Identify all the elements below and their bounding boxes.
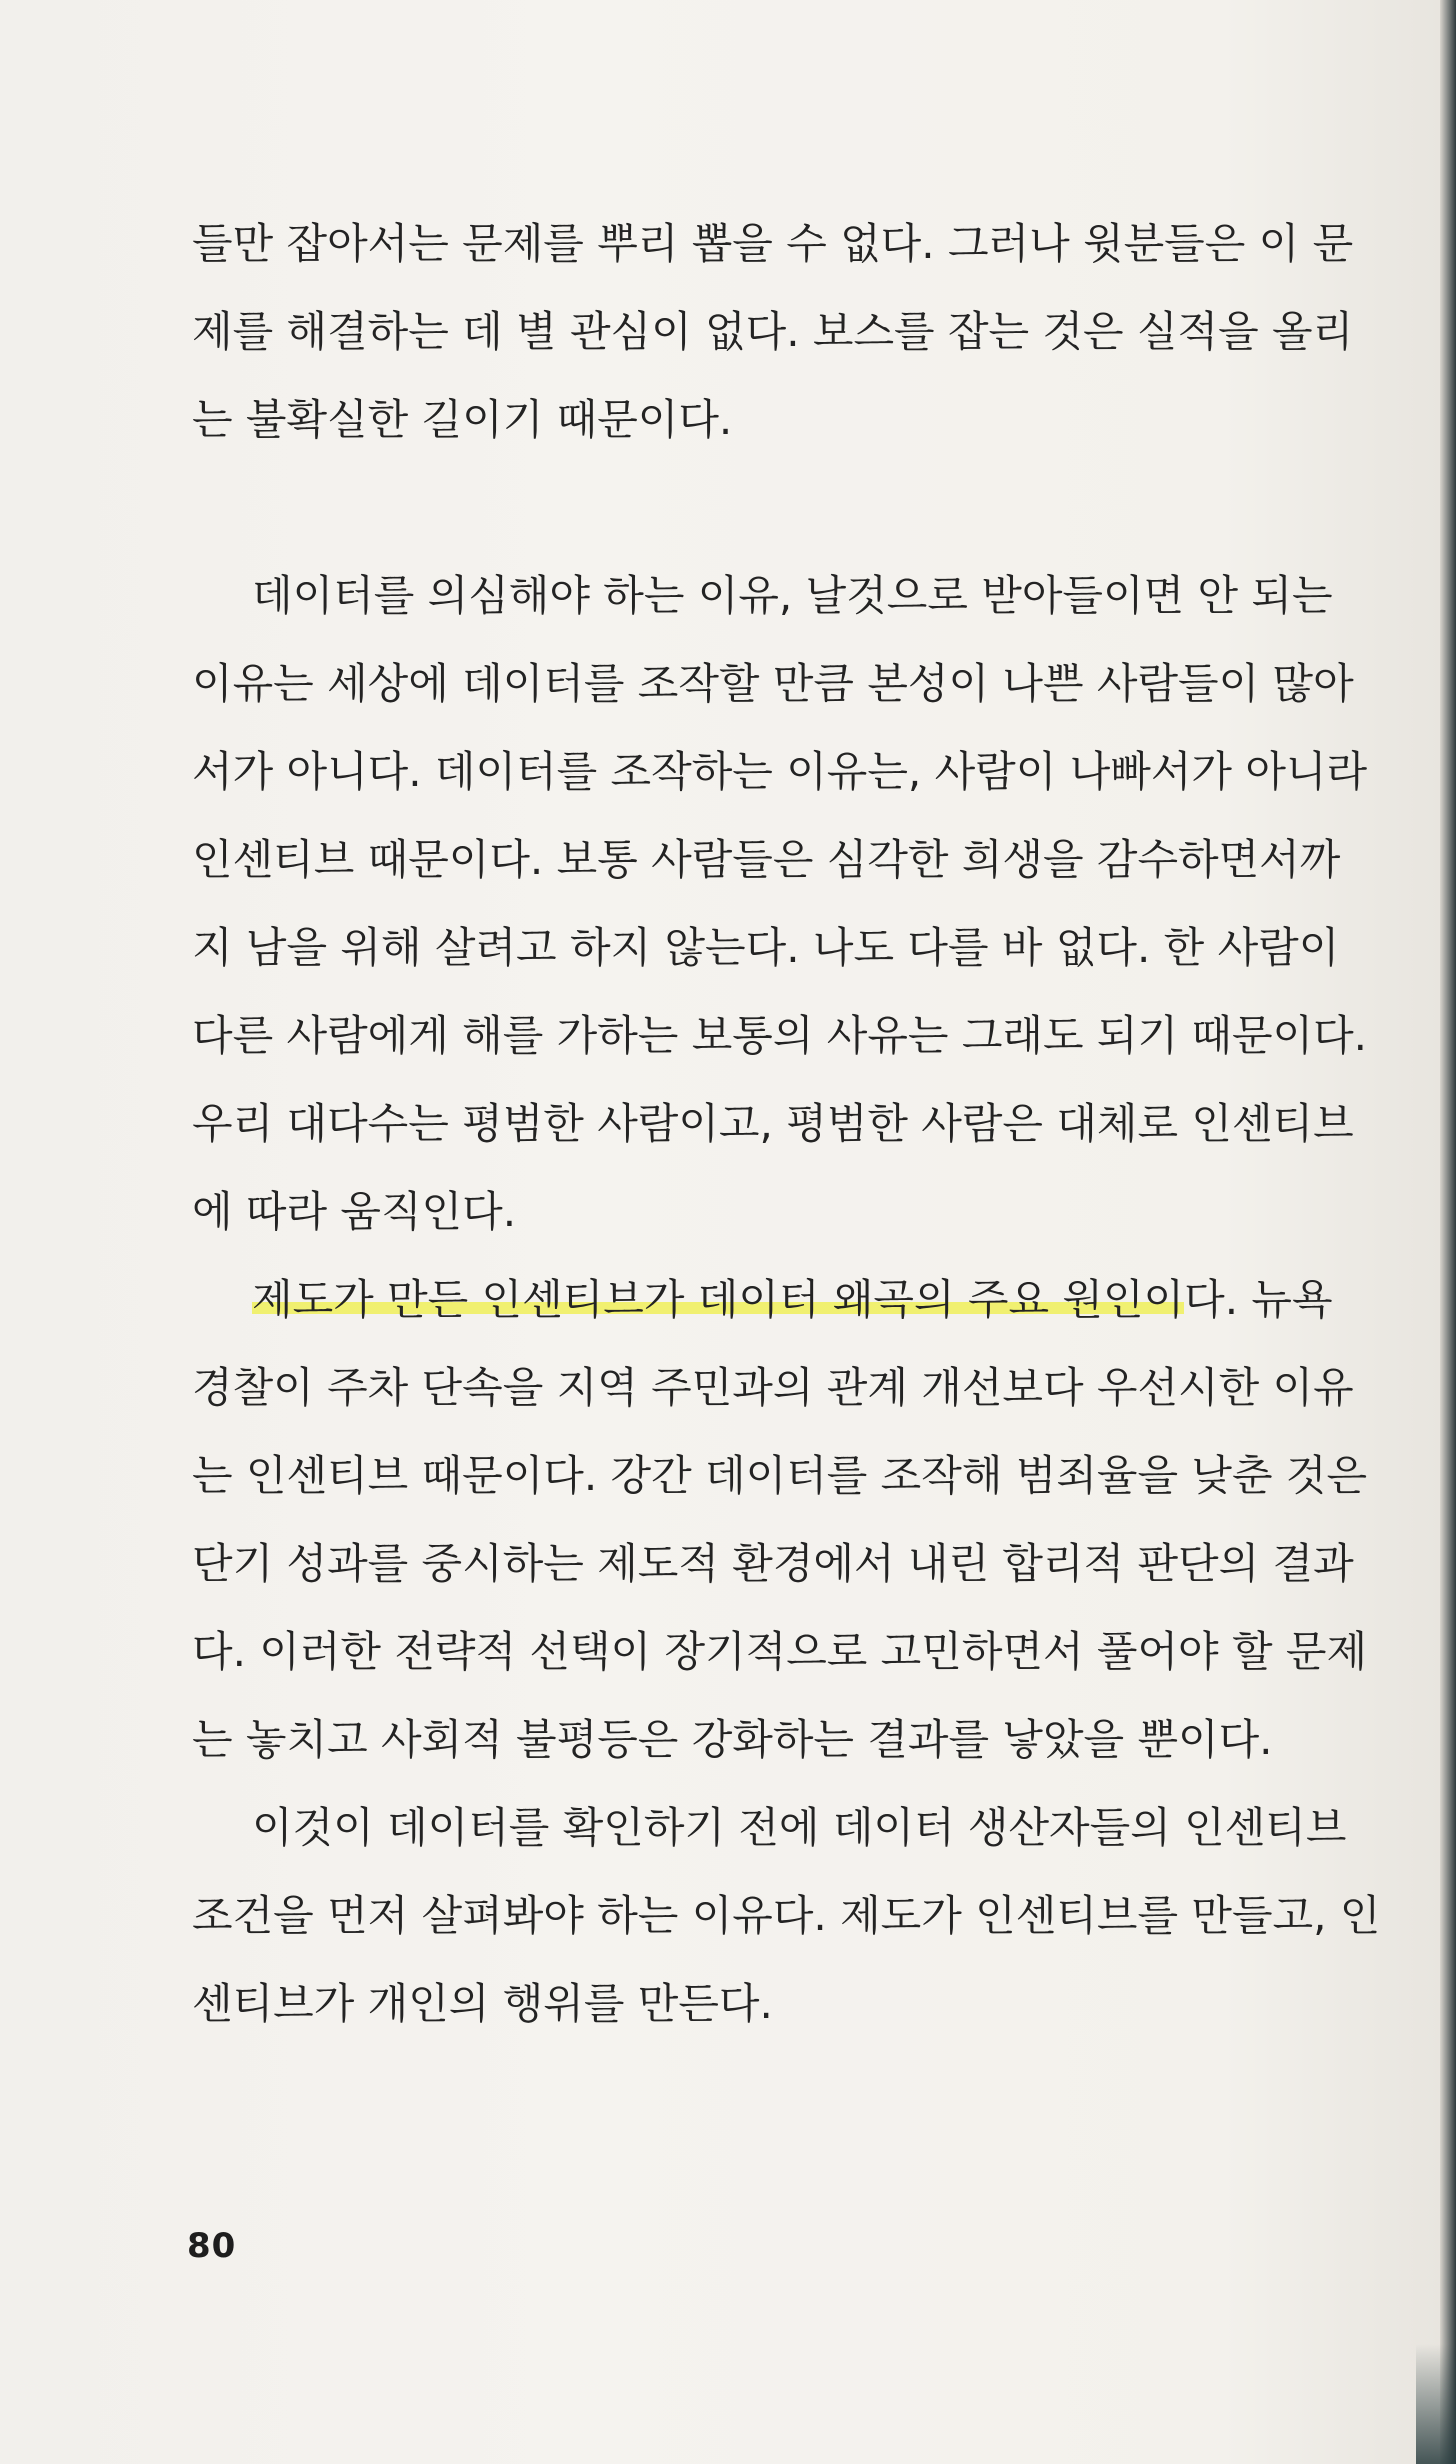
text-line: 다른 사람에게 해를 가하는 보통의 사유는 그래도 되기 때문이다. [192,1011,1368,1060]
text-line: 이것이 데이터를 확인하기 전에 데이터 생산자들의 인센티브 [252,1803,1347,1852]
page-number: 80 [187,2226,237,2266]
text-line: 데이터를 의심해야 하는 이유, 날것으로 받아들이면 안 되는 [252,571,1333,620]
text-line-rest: 다. 뉴욕 [1184,1275,1333,1324]
body-text [192,200,1381,2048]
paragraph-1 [192,200,1354,464]
text-line: 인센티브 때문이다. 보통 사람들은 심각한 희생을 감수하면서까 [192,835,1341,884]
paragraph-3 [192,1256,1368,1784]
text-line: 단기 성과를 중시하는 제도적 환경에서 내린 합리적 판단의 결과 [192,1539,1354,1588]
text-line: 에 따라 움직인다. [192,1187,517,1236]
text-line: 들만 잡아서는 문제를 뿌리 뽑을 수 없다. 그러나 윗분들은 이 문 [192,219,1354,268]
text-line: 이유는 세상에 데이터를 조작할 만큼 본성이 나쁜 사람들이 많아 [192,659,1354,708]
text-line: 경찰이 주차 단속을 지역 주민과의 관계 개선보다 우선시한 이유 [192,1363,1354,1412]
text-line: 우리 대다수는 평범한 사람이고, 평범한 사람은 대체로 인센티브 [192,1099,1354,1148]
paragraph-4 [192,1784,1381,2048]
text-line: 지 남을 위해 살려고 하지 않는다. 나도 다를 바 없다. 한 사람이 [192,923,1340,972]
text-line: 는 불확실한 길이기 때문이다. [192,395,733,444]
text-line: 제를 해결하는 데 별 관심이 없다. 보스를 잡는 것은 실적을 올리 [192,307,1354,356]
text-line: 는 인센티브 때문이다. 강간 데이터를 조작해 범죄율을 낮춘 것은 [192,1451,1368,1500]
text-line: 다. 이러한 전략적 선택이 장기적으로 고민하면서 풀어야 할 문제 [192,1627,1368,1676]
paragraph-2 [192,552,1368,1256]
text-line: 센티브가 개인의 행위를 만든다. [192,1979,773,2028]
text-line: 조건을 먼저 살펴봐야 하는 이유다. 제도가 인센티브를 만들고, 인 [192,1891,1381,1940]
text-line: 서가 아니다. 데이터를 조작하는 이유는, 사람이 나빠서가 아니라 [192,747,1368,796]
corner-shadow [1416,2344,1456,2464]
text-line: 는 놓치고 사회적 불평등은 강화하는 결과를 낳았을 뿐이다. [192,1715,1273,1764]
text-line-highlighted [192,1256,1333,1344]
page-edge [1440,0,1456,2464]
highlighted-text: 제도가 만든 인센티브가 데이터 왜곡의 주요 원인이 [252,1275,1185,1324]
